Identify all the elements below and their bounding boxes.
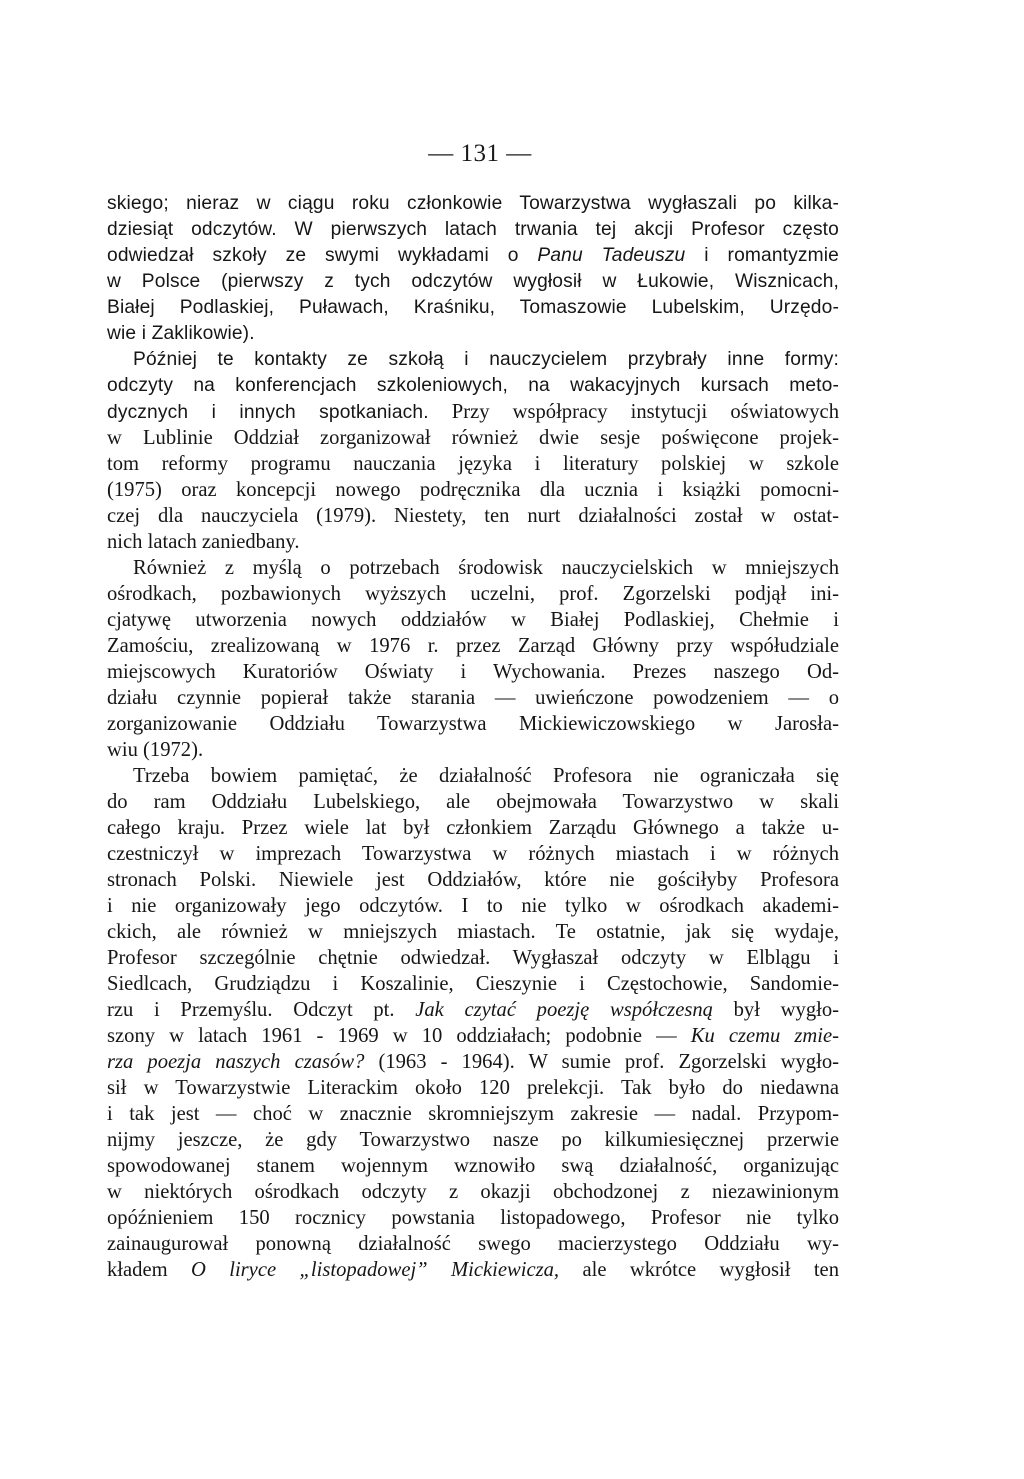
- italic-title-text: rza poezja naszych czasów?: [107, 1051, 365, 1073]
- text-segment: działu czynnie popierał także starania — uwieńczone powodzeniem — o: [107, 687, 839, 709]
- text-segment: całego kraju. Przez wiele lat był członkiem Zarządu Głównego a także u-: [107, 817, 839, 839]
- text-segment: szony w latach 1961 - 1969 w 10 oddziałach; podobnie —: [107, 1025, 691, 1047]
- text-line: [107, 841, 839, 867]
- text-segment: ckich, ale również w mniejszych miastach. Te ostatnie, jak się wydaje,: [107, 921, 839, 943]
- text-segment: nijmy jeszcze, że gdy Towarzystwo nasze po kilkumiesięcznej przerwie: [107, 1129, 839, 1151]
- text-line: [107, 737, 839, 763]
- text-line: [107, 425, 839, 451]
- text-segment: miejscowych Kuratoriów Oświaty i Wychowania. Prezes naszego Od-: [107, 661, 839, 683]
- text-segment: Profesor szczególnie chętnie odwiedzał. Wygłaszał odczyty w Elblągu i: [107, 947, 839, 969]
- text-segment: odczyty na konferencjach szkoleniowych, na wakacyjnych kursach meto-: [107, 375, 839, 396]
- text-segment: (1963 - 1964). W sumie prof. Zgorzelski wygło-: [364, 1051, 839, 1073]
- text-segment: odwiedzał szkoły ze swymi wykładami o: [107, 245, 538, 266]
- text-segment: Później te kontakty ze szkołą i nauczycielem przybrały inne formy:: [133, 349, 839, 370]
- text-line: [107, 295, 839, 321]
- text-segment: zorganizowanie Oddziału Towarzystwa Mickiewiczowskiego w Jarosła-: [107, 713, 839, 735]
- text-segment: zainaugurował ponowną działalność swego macierzystego Oddziału wy-: [107, 1233, 839, 1255]
- italic-title-text: O liryce „listopadowej” Mickiewicza,: [190, 1259, 560, 1281]
- text-line: [107, 191, 839, 217]
- text-segment: wie i Zaklikowie).: [107, 323, 255, 344]
- text-segment: skiego; nieraz w ciągu roku członkowie Towarzystwa wygłaszali po kilka-: [107, 193, 839, 214]
- italic-title-text: Panu Tadeuszu: [537, 245, 686, 266]
- text-line: [107, 1023, 839, 1049]
- text-line: [107, 867, 839, 893]
- text-segment: rzu i Przemyślu. Odczyt pt.: [107, 999, 416, 1021]
- text-line: [107, 607, 839, 633]
- text-line: [107, 815, 839, 841]
- text-line: [107, 1127, 839, 1153]
- text-segment: sił w Towarzystwie Literackim około 120 prelekcji. Tak było do niedawna: [107, 1077, 839, 1099]
- text-line: [107, 971, 839, 997]
- text-line: [107, 685, 839, 711]
- text-line: [107, 789, 839, 815]
- italic-title-text: Ku czemu zmie-: [690, 1025, 840, 1047]
- text-line: [107, 503, 839, 529]
- text-line: [107, 763, 839, 789]
- text-line: [107, 1179, 839, 1205]
- text-line: [107, 399, 839, 425]
- text-segment: Białej Podlaskiej, Puławach, Kraśniku, Tomaszowie Lubelskim, Urzędo-: [107, 297, 839, 318]
- italic-title-text: Jak czytać poezję współczesną: [415, 999, 713, 1021]
- text-line: [107, 529, 839, 555]
- text-segment: ale wkrótce wygłosił ten: [559, 1259, 839, 1281]
- text-line: [107, 919, 839, 945]
- text-segment: dziesiąt odczytów. W pierwszych latach trwania tej akcji Profesor często: [107, 219, 839, 240]
- text-segment: w Lublinie Oddział zorganizował również dwie sesje poświęcone projek-: [107, 427, 839, 449]
- text-line: [107, 243, 839, 269]
- text-segment: w niektórych ośrodkach odczyty z okazji obchodzonej z niezawinionym: [107, 1181, 839, 1203]
- text-segment: opóźnieniem 150 rocznicy powstania listopadowego, Profesor nie tylko: [107, 1207, 839, 1229]
- text-segment: czej dla nauczyciela (1979). Niestety, ten nurt działalności został w ostat-: [107, 505, 839, 527]
- text-segment: do ram Oddziału Lubelskiego, ale obejmowała Towarzystwo w skali: [107, 791, 839, 813]
- text-line: [107, 945, 839, 971]
- text-segment: cjatywę utworzenia nowych oddziałów w Białej Podlaskiej, Chełmie i: [107, 609, 839, 631]
- text-line: [107, 321, 839, 347]
- text-segment: (1975) oraz koncepcji nowego podręcznika dla ucznia i książki pomocni-: [107, 479, 839, 501]
- text-line: [107, 217, 839, 243]
- text-segment: i tak jest — choć w znacznie skromniejszym zakresie — nadal. Przypom-: [107, 1103, 839, 1125]
- text-segment: Zamościu, zrealizowaną w 1976 r. przez Zarząd Główny przy współudziale: [107, 635, 839, 657]
- text-segment: Trzeba bowiem pamiętać, że działalność Profesora nie ograniczała się: [133, 765, 839, 787]
- body-text: [107, 191, 839, 1283]
- text-segment: w Polsce (pierwszy z tych odczytów wygłosił w Łukowie, Wisznicach,: [107, 271, 839, 292]
- text-line: [107, 1231, 839, 1257]
- text-segment: nich latach zaniedbany.: [107, 531, 300, 553]
- text-line: [107, 373, 839, 399]
- text-segment: Siedlcach, Grudziądzu i Koszalinie, Cieszynie i Częstochowie, Sandomie-: [107, 973, 839, 995]
- text-segment: spowodowanej stanem wojennym wznowiło swą działalność, organizując: [107, 1155, 839, 1177]
- text-segment: i nie organizowały jego odczytów. I to nie tylko w ośrodkach akademi-: [107, 895, 839, 917]
- text-line: [107, 581, 839, 607]
- text-line: [107, 1205, 839, 1231]
- text-line: [107, 1075, 839, 1101]
- text-line: [107, 711, 839, 737]
- text-line: [107, 997, 839, 1023]
- text-line: [107, 269, 839, 295]
- text-line: [107, 477, 839, 503]
- text-segment: tom reformy programu nauczania języka i literatury polskiej w szkole: [107, 453, 839, 475]
- text-segment: wiu (1972).: [107, 739, 204, 761]
- text-segment: stronach Polski. Niewiele jest Oddziałów, które nie gościłyby Profesora: [107, 869, 839, 891]
- text-line: [107, 1257, 839, 1283]
- text-segment: Również z myślą o potrzebach środowisk nauczycielskich w mniejszych: [133, 557, 839, 579]
- text-line: [107, 659, 839, 685]
- text-segment: dycznych i innych spotkaniach.: [107, 402, 429, 423]
- text-segment: był wygło-: [712, 999, 839, 1021]
- text-segment: i romantyzmie: [685, 245, 839, 266]
- text-segment: Przy współpracy instytucji oświatowych: [428, 401, 839, 423]
- text-line: [107, 1153, 839, 1179]
- text-line: [107, 893, 839, 919]
- text-line: [107, 1101, 839, 1127]
- text-segment: ośrodkach, pozbawionych wyższych uczelni, prof. Zgorzelski podjął ini-: [107, 583, 839, 605]
- text-line: [107, 633, 839, 659]
- text-segment: czestniczył w imprezach Towarzystwa w różnych miastach i w różnych: [107, 843, 839, 865]
- text-line: [107, 555, 839, 581]
- text-segment: kładem: [107, 1259, 191, 1281]
- page-number: — 131 —: [428, 140, 532, 167]
- text-line: [107, 1049, 839, 1075]
- text-line: [107, 347, 839, 373]
- text-line: [107, 451, 839, 477]
